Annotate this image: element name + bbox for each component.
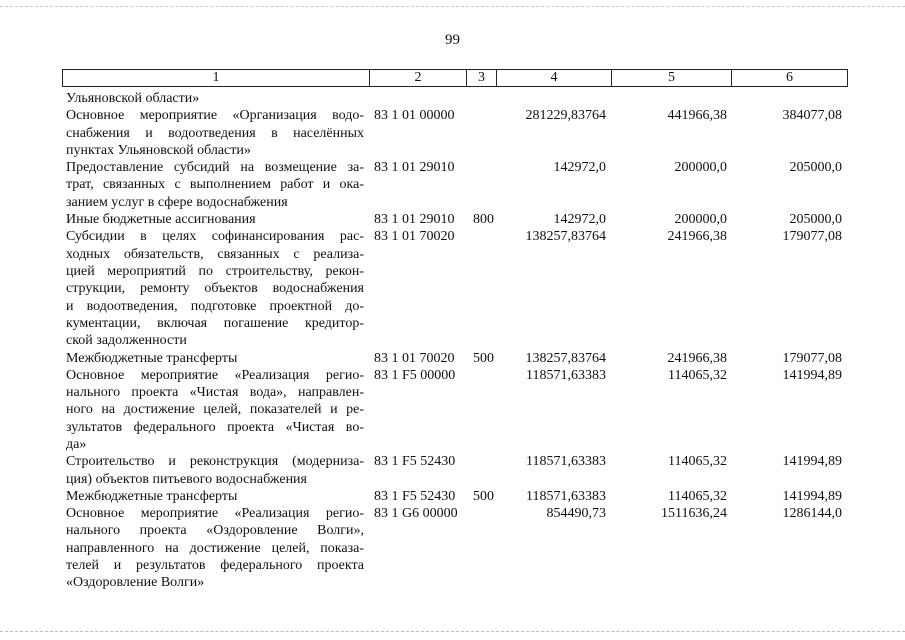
row-value-col6: 179077,08 (782, 350, 842, 366)
row-value-col5: 114065,32 (668, 454, 727, 470)
row-name-line: снабжения и водоотведения в населённых (66, 125, 364, 141)
table-row (0, 211, 905, 228)
row-name (66, 228, 364, 349)
row-name (66, 505, 364, 591)
row-value-col6: 141994,89 (782, 454, 842, 470)
row-code: 83 1 01 29010 (374, 160, 455, 176)
header-col-1: 1 (212, 70, 220, 85)
row-name (66, 107, 364, 159)
table-row (0, 453, 905, 488)
row-value-col6: 179077,08 (782, 229, 842, 245)
row-value-col4: 281229,83764 (525, 108, 606, 124)
table-row (0, 505, 905, 592)
row-type: 800 (473, 212, 494, 228)
row-name (66, 90, 364, 107)
row-name-line: ской задолженности (66, 333, 187, 349)
scan-edge-top (0, 6, 905, 8)
row-name (66, 159, 364, 211)
row-name-line: направленного на достижение целей, показа- (66, 540, 364, 556)
row-code: 83 1 F5 00000 (374, 367, 456, 383)
row-value-col6: 384077,08 (782, 108, 842, 124)
row-name (66, 211, 364, 228)
row-name-line: ходных обязательств, связанных с реализа- (66, 246, 364, 262)
row-name-line: Основное мероприятие «Реализация регио- (66, 506, 364, 522)
row-name-line: да» (66, 436, 87, 452)
row-value-col4: 138257,83764 (525, 229, 606, 245)
row-value-col4: 118571,63383 (526, 488, 606, 504)
row-name (66, 453, 364, 488)
table-row (0, 90, 905, 107)
row-value-col5: 241966,38 (667, 350, 727, 366)
row-name-line: телей и результатов федерального проекта (66, 558, 364, 574)
row-type: 500 (473, 350, 494, 366)
row-value-col5: 241966,38 (667, 229, 727, 245)
row-name-line: Ульяновской области» (66, 91, 200, 106)
row-value-col5: 200000,0 (674, 212, 727, 228)
row-value-col4: 138257,83764 (525, 350, 606, 366)
row-name-line: Предоставление субсидий на возмещение за- (66, 160, 364, 176)
header-col-3: 3 (466, 70, 496, 86)
row-name-line: ного на достижение целей, показателей и ре- (66, 402, 364, 418)
row-name-line: Субсидии в целях софинансирования рас- (66, 229, 364, 245)
row-value-col4: 854490,73 (546, 506, 606, 522)
row-code: 83 1 01 00000 (374, 108, 455, 124)
row-name-line: Основное мероприятие «Реализация регио- (66, 367, 364, 383)
row-value-col5: 1511636,24 (661, 506, 727, 522)
row-value-col5: 114065,32 (668, 367, 727, 383)
row-value-col6: 205000,0 (789, 160, 842, 176)
header-col-5: 5 (611, 70, 731, 86)
row-name (66, 350, 364, 367)
row-name-line: нального проекта «Оздоровление Волги», (66, 523, 364, 539)
row-code: 83 1 F5 52430 (374, 488, 456, 504)
row-value-col5: 114065,32 (668, 488, 727, 504)
row-name (66, 367, 364, 453)
header-col-4: 4 (496, 70, 611, 86)
table-row (0, 159, 905, 211)
scan-edge-bottom (0, 631, 905, 633)
row-name (66, 488, 364, 505)
row-code: 83 1 01 70020 (374, 350, 455, 366)
row-name-line: Основное мероприятие «Организация водо- (66, 108, 364, 124)
header-col-2: 2 (369, 70, 466, 86)
row-value-col6: 205000,0 (789, 212, 842, 228)
row-value-col4: 118571,63383 (526, 454, 606, 470)
row-type: 500 (473, 488, 494, 504)
row-value-col4: 142972,0 (553, 212, 606, 228)
row-value-col4: 142972,0 (553, 160, 606, 176)
row-name-line: Строительство и реконструкция (модерниза- (66, 454, 364, 470)
row-name-line: Межбюджетные трансферты (66, 350, 238, 366)
row-value-col5: 200000,0 (674, 160, 727, 176)
row-name-line: Иные бюджетные ассигнования (66, 212, 256, 228)
row-value-col6: 141994,89 (782, 488, 842, 504)
row-value-col6: 1286144,0 (782, 506, 842, 522)
page-number: 99 (445, 32, 460, 48)
table-row (0, 350, 905, 367)
row-name-line: нального проекта «Чистая вода», направлен- (66, 385, 364, 401)
row-name-line: и водоотведения, подготовке проектной до- (66, 298, 364, 314)
row-name-line: занием услуг в сфере водоснабжения (66, 194, 288, 210)
row-name-line: цией мероприятий по строительству, рекон- (66, 263, 364, 279)
row-name-line: струкции, ремонту объектов водоснабжения (66, 281, 364, 297)
row-code: 83 1 01 29010 (374, 212, 455, 228)
table-row (0, 228, 905, 349)
row-name-line: пунктах Ульяновской области» (66, 142, 251, 158)
row-name-line: ция) объектов питьевого водоснабжения (66, 471, 307, 487)
row-value-col4: 118571,63383 (526, 367, 606, 383)
row-value-col6: 141994,89 (782, 367, 842, 383)
row-name-line: трат, связанных с выполнением работ и ока- (66, 177, 364, 193)
row-value-col5: 441966,38 (667, 108, 727, 124)
row-code: 83 1 01 70020 (374, 229, 455, 245)
table-row (0, 107, 905, 159)
table-header (62, 69, 848, 87)
header-col-6: 6 (731, 70, 847, 86)
row-name-line: «Оздоровление Волги» (66, 575, 205, 591)
row-name-line: Межбюджетные трансферты (66, 488, 238, 504)
row-name-line: зультатов федерального проекта «Чистая во- (66, 419, 364, 435)
table-row (0, 488, 905, 505)
row-code: 83 1 G6 00000 (374, 506, 458, 522)
row-name-line: кументации, включая погашение кредитор- (66, 315, 364, 331)
table-row (0, 367, 905, 454)
row-code: 83 1 F5 52430 (374, 454, 456, 470)
